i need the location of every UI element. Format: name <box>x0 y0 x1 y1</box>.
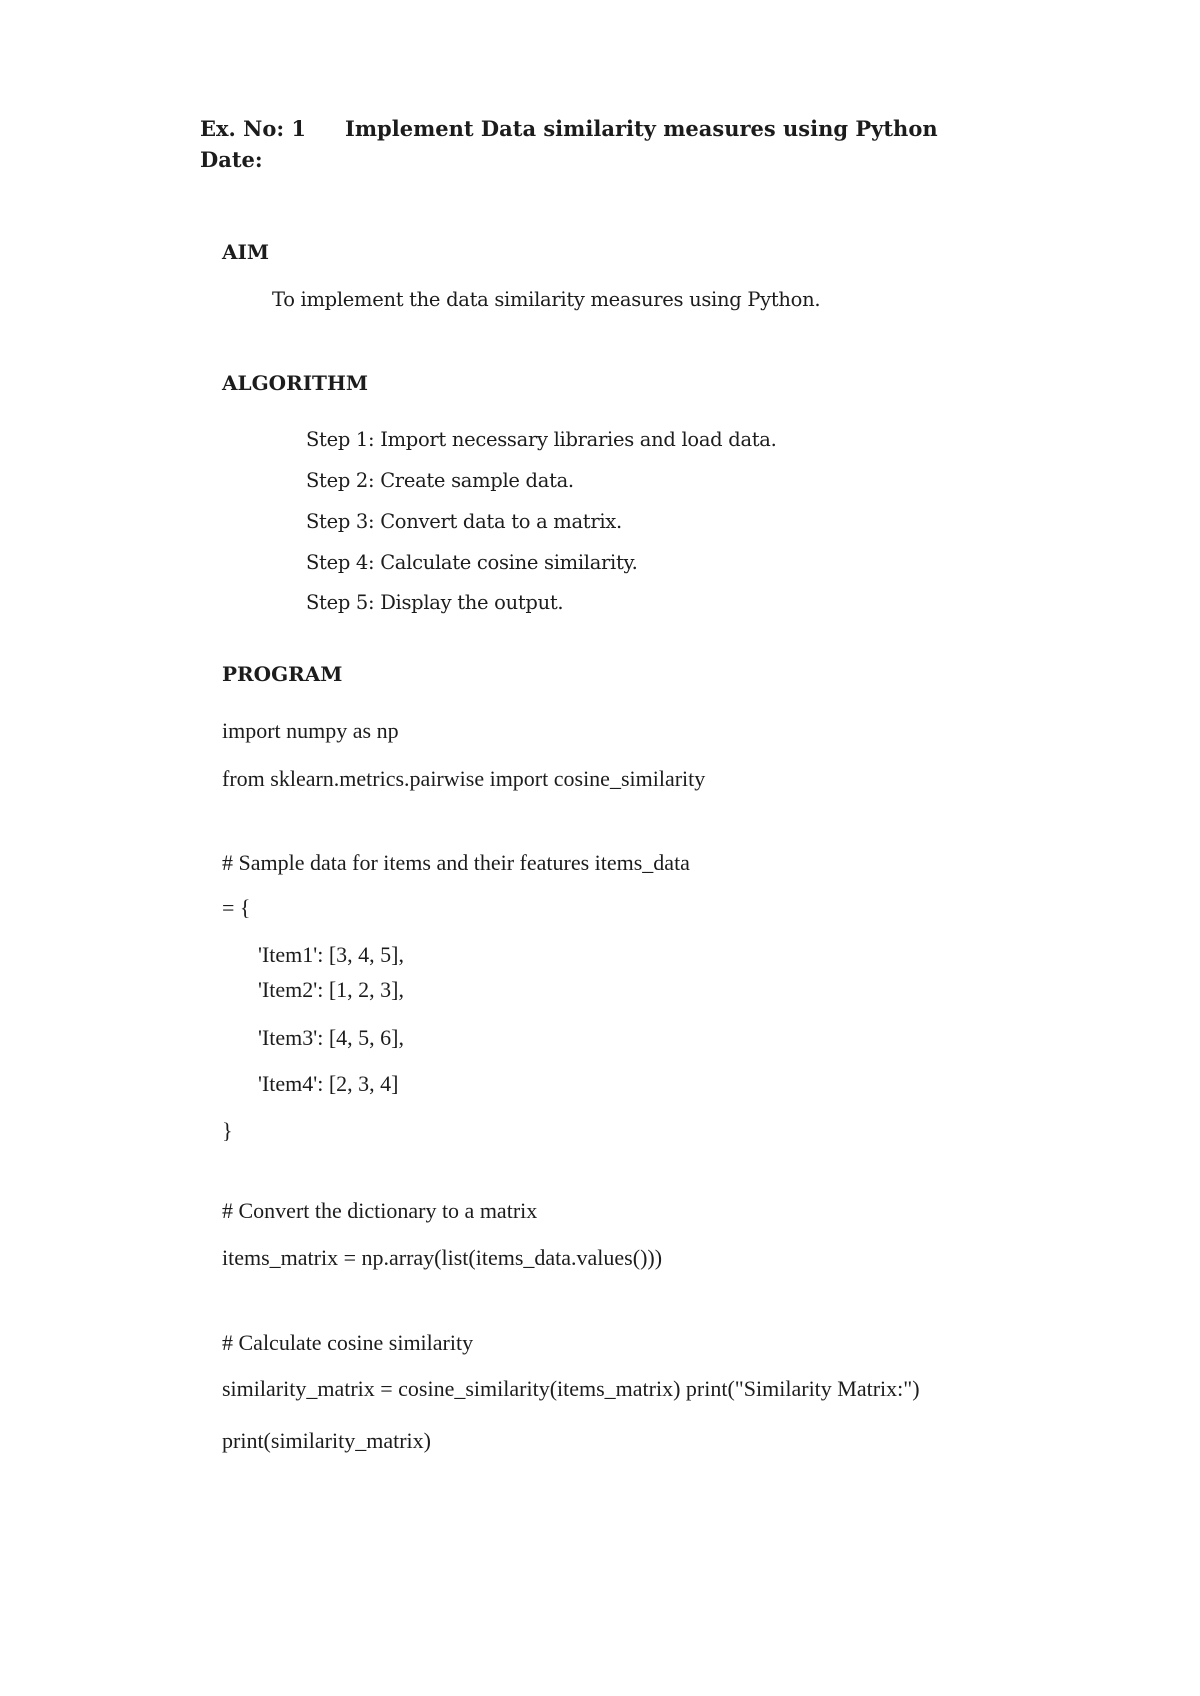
code-line: items_matrix = np.array(list(items_data.values())) <box>222 1245 663 1270</box>
algorithm-step: Step 5: Display the output. <box>306 591 564 614</box>
algorithm-heading: ALGORITHM <box>222 371 368 395</box>
code-line: 'Item2': [1, 2, 3], <box>258 977 405 1002</box>
aim-heading: AIM <box>222 240 270 264</box>
code-line: 'Item3': [4, 5, 6], <box>258 1025 405 1050</box>
code-line: } <box>222 1118 233 1143</box>
code-line: print(similarity_matrix) <box>222 1428 431 1453</box>
code-line: similarity_matrix = cosine_similarity(items_matrix) print("Similarity Matrix:") <box>222 1376 920 1401</box>
code-line: 'Item4': [2, 3, 4] <box>258 1071 399 1096</box>
exercise-number: Ex. No: 1 <box>200 116 307 141</box>
code-comment: # Convert the dictionary to a matrix <box>222 1198 538 1223</box>
program-heading: PROGRAM <box>222 662 343 686</box>
code-line: = { <box>222 895 251 920</box>
code-line: import numpy as np <box>222 718 399 743</box>
code-line: 'Item1': [3, 4, 5], <box>258 942 405 967</box>
date-label: Date: <box>200 147 263 172</box>
algorithm-step: Step 3: Convert data to a matrix. <box>306 510 622 533</box>
algorithm-step: Step 1: Import necessary libraries and load data. <box>306 428 777 451</box>
code-comment: # Sample data for items and their features items_data <box>222 850 690 875</box>
code-comment: # Calculate cosine similarity <box>222 1330 474 1355</box>
exercise-title: Implement Data similarity measures using Python <box>345 116 938 141</box>
algorithm-step: Step 4: Calculate cosine similarity. <box>306 551 638 574</box>
algorithm-step: Step 2: Create sample data. <box>306 469 574 492</box>
aim-text: To implement the data similarity measures using Python. <box>272 288 821 311</box>
code-line: from sklearn.metrics.pairwise import cosine_similarity <box>222 766 706 791</box>
